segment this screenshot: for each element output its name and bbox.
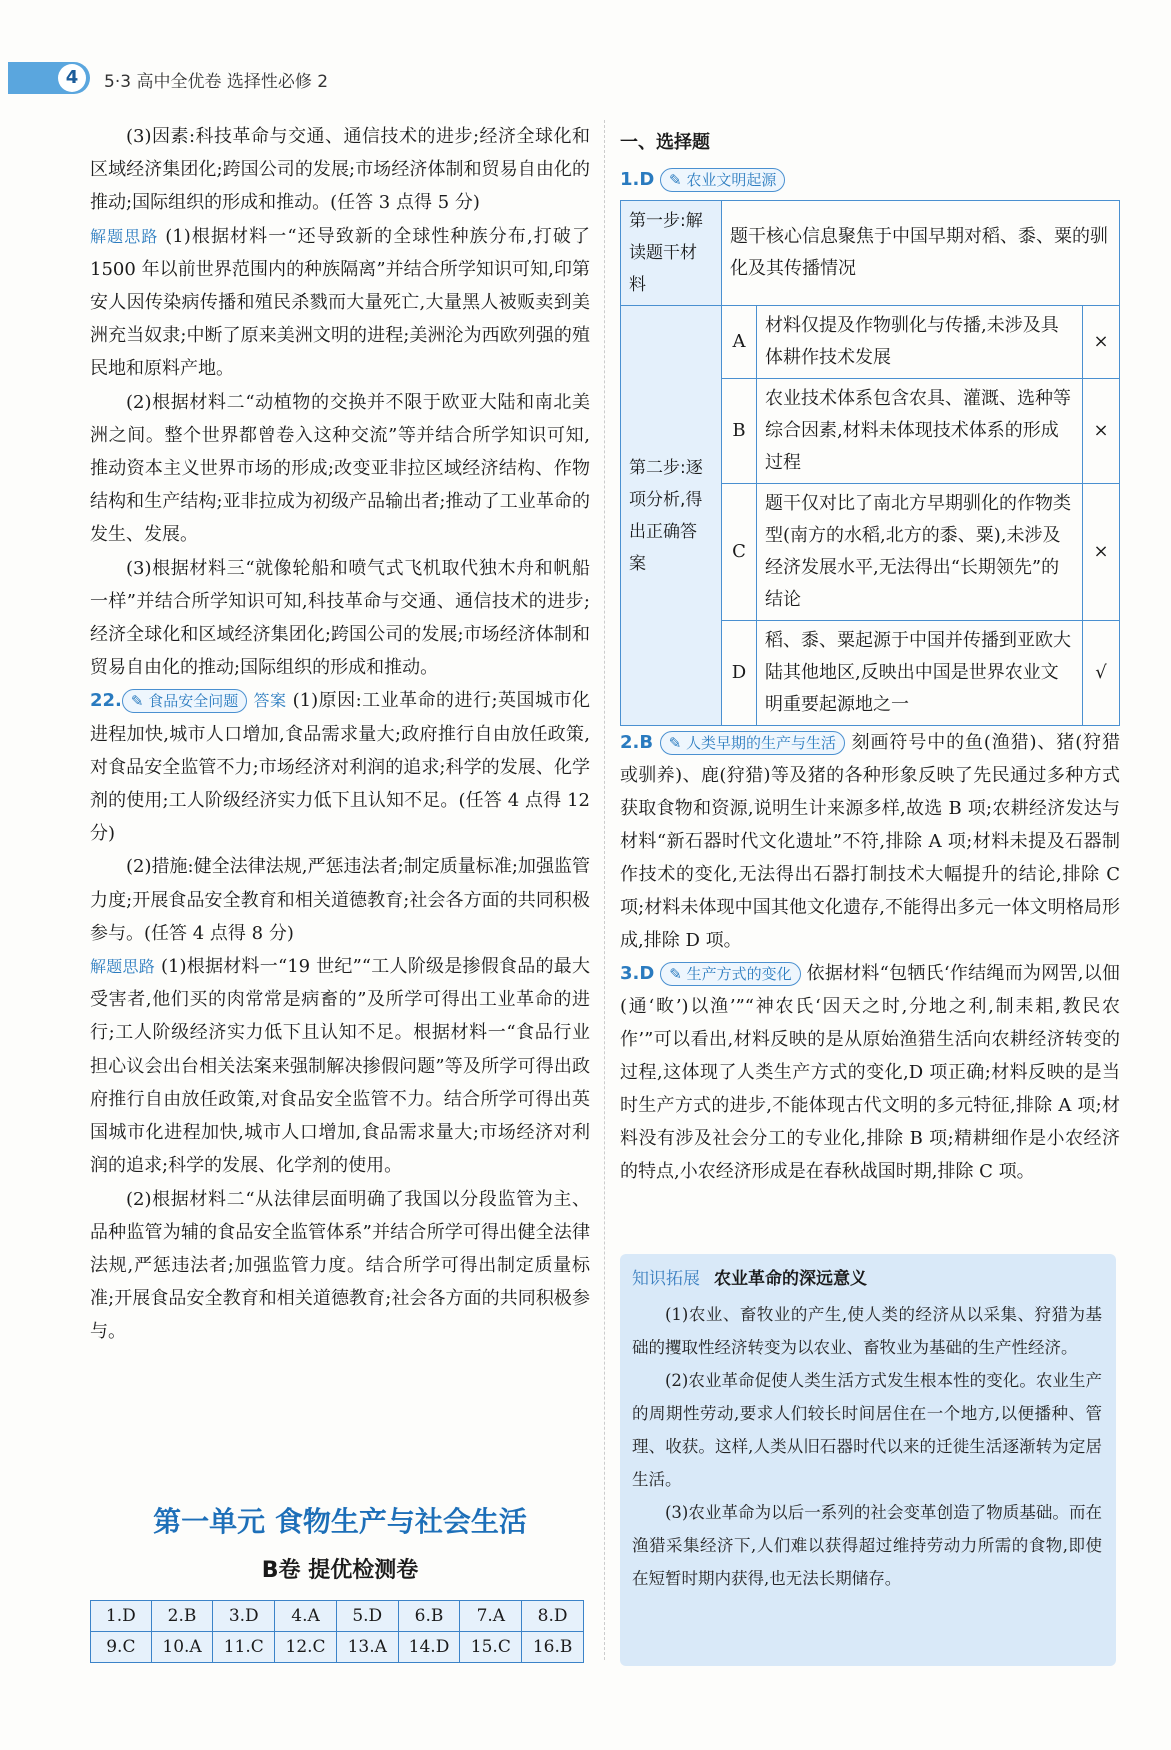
paragraph: (2)根据材料二“动植物的交换并不限于欧亚大陆和南北美洲之间。整个世界都曾卷入这种交流”等并结合所学知识可知,推动资本主义世界市场的形成;改变亚非拉区域经济结构、作物结构和生产结构;亚非拉成为初级产品输出者;推动了工业革命的发生、发展。 — [90, 391, 590, 546]
extension-title: 农业革命的深远意义 — [714, 1269, 867, 1289]
solution-tag: 解题思路 — [90, 226, 159, 246]
option-text: 农业技术体系包含农具、灌溉、选种等综合因素,材料未体现技术体系的形成过程 — [757, 379, 1083, 484]
answer-cell: 14.D — [398, 1632, 460, 1663]
topic-label: ✎ 农业文明起源 — [660, 168, 785, 192]
answer-cell: 10.A — [151, 1632, 213, 1663]
paragraph — [90, 950, 590, 1182]
answer-key-table — [90, 1600, 584, 1663]
question-2 — [620, 726, 1120, 957]
answer-cell: 4.A — [275, 1601, 337, 1632]
left-column — [90, 120, 590, 1349]
table-row — [91, 1632, 584, 1663]
option-text: 稻、黍、粟起源于中国并传播到亚欧大陆其他地区,反映出中国是世界农业文明重要起源地之一 — [757, 621, 1083, 726]
option-text: 题干仅对比了南北方早期驯化的作物类型(南方的水稻,北方的黍、粟),未涉及经济发展水平,无法得出“长期领先”的结论 — [757, 484, 1083, 621]
extension-body — [632, 1298, 1102, 1595]
right-column — [620, 126, 1120, 1188]
option-letter: C — [722, 484, 757, 621]
option-letter: D — [722, 621, 757, 726]
paragraph: (3)农业革命为以后一系列的社会变革创造了物质基础。而在渔猎采集经济下,人们难以获得超过维持劳动力所需的食物,即使在短暂时期内获得,也无法长期储存。 — [632, 1503, 1102, 1588]
paragraph-text: 依据材料“包牺氏‘作结绳而为网罟,以佃(通‘畋’)以渔’”“神农氏‘因天之时,分地之利,制耒耜,教民农作’”可以看出,材料反映的是从原始渔猎生活向农耕经济转变的过程,这体现了人类生产方式的变化,D 项正确;材料反映的是当时生产方式的进步,不能体现古代文明的多元特征,排除 A 项;材料没有涉及社会分工的专业化,排除 B 项;精耕细作是小农经济的特点,小农经济形成是在春秋战国时期,排除 C 项。 — [620, 963, 1120, 1182]
extension-heading — [632, 1264, 867, 1289]
answer-tag: 答案 — [253, 691, 287, 711]
paragraph — [90, 220, 590, 386]
unit-title: 第一单元 食物生产与社会生活 — [153, 1505, 527, 1538]
answer-cell: 13.A — [336, 1632, 398, 1663]
option-mark: × — [1083, 306, 1120, 379]
paragraph: (2)根据材料二“从法律层面明确了我国以分段监管为主、品种监管为辅的食品安全监管体系”并结合所学可得出健全法律法规,严惩违法者;加强监管力度。结合所学可得出制定质量标准;开展食品安全教育和相关道德教育;社会各方面的共同积极参与。 — [90, 1188, 590, 1343]
answer-cell: 9.C — [91, 1632, 152, 1663]
answer-cell: 15.C — [460, 1632, 522, 1663]
question-number: 2.B — [620, 732, 654, 753]
question-number: 22. — [90, 690, 122, 712]
answer-cell: 7.A — [460, 1601, 522, 1632]
answer-cell: 8.D — [522, 1601, 584, 1632]
answer-cell: 1.D — [91, 1601, 152, 1632]
book-title: 5·3 高中全优卷 选择性必修 2 — [104, 72, 329, 92]
volume-title: B卷 提优检测卷 — [261, 1558, 419, 1583]
option-mark: × — [1083, 379, 1120, 484]
step-label: 第一步:解读题干材料 — [621, 201, 722, 306]
paragraph-text: 刻画符号中的鱼(渔猎)、猪(狩猎或驯养)、鹿(狩猎)等及猪的各种形象反映了先民通过多种方式获取食物和资源,说明生计来源多样,故选 B 项;农耕经济发达与材料“新石器时代文化遗址”不符,排除 A 项;材料未提及石器制作技术的变化,无法得出石器打制技术大幅提升的结论,排除 C 项;材料未体现中国其他文化遗存,不能得出多元一体文明格局形成,排除 D 项。 — [620, 732, 1120, 951]
option-letter: A — [722, 306, 757, 379]
step-label: 第二步:逐项分析,得出正确答案 — [621, 306, 722, 726]
section-title: 一、选择题 — [620, 132, 710, 153]
page-number: 4 — [58, 64, 86, 92]
option-text: 材料仅提及作物驯化与传播,未涉及具体耕作技术发展 — [757, 306, 1083, 379]
answer-cell: 6.B — [398, 1601, 460, 1632]
paragraph: (2)措施:健全法律法规,严惩违法者;制定质量标准;加强监管力度;开展食品安全教育和相关道德教育;社会各方面的共同积极参与。(任答 4 点得 8 分) — [90, 856, 590, 944]
paragraph-text: (1)根据材料一“还导致新的全球性种族分布,打破了 1500 年以前世界范围内的种族隔离”并结合所学知识可知,印第安人因传染病传播和殖民杀戮而大量死亡,大量黑人被贩卖到美洲充当奴隶;中断了原来美洲文明的进程;美洲沦为西欧列强的殖民地和原料产地。 — [90, 225, 590, 380]
answer-cell: 16.B — [522, 1632, 584, 1663]
analysis-table — [620, 200, 1120, 726]
paragraph: (3)根据材料三“就像轮船和喷气式飞机取代独木舟和帆船一样”并结合所学知识可知,科技革命与交通、通信技术的进步;经济全球化和区域经济集团化;跨国公司的发展;市场经济体制和贸易自由化的推动;国际组织的形成和推动。 — [90, 557, 590, 679]
answer-cell: 3.D — [213, 1601, 275, 1632]
paragraph-text: (1)原因:工业革命的进行;英国城市化进程加快,城市人口增加,食品需求量大;政府推行自由放任政策,对食品安全监管不力;市场经济对利润的追求;科学的发展、化学剂的使用;工人阶级经济实力低下且认知不足。(任答 4 点得 12 分) — [90, 690, 590, 845]
paragraph: (2)农业革命促使人类生活方式发生根本性的变化。农业生产的周期性劳动,要求人们较长时间居住在一个地方,以便播种、管理、收获。这样,人类从旧石器时代以来的迁徙生活逐渐转为定居生活。 — [632, 1371, 1102, 1489]
solution-tag: 解题思路 — [90, 957, 156, 977]
paragraph: (1)农业、畜牧业的产生,使人类的经济从以采集、狩猎为基础的攫取性经济转变为以农业、畜牧业为基础的生产性经济。 — [632, 1305, 1102, 1357]
option-mark: × — [1083, 484, 1120, 621]
topic-label: ✎ 食品安全问题 — [122, 689, 247, 713]
page-header — [0, 58, 1171, 98]
option-mark: √ — [1083, 621, 1120, 726]
topic-label: ✎ 生产方式的变化 — [660, 962, 800, 986]
question-3 — [620, 957, 1120, 1188]
answer-cell: 11.C — [213, 1632, 275, 1663]
knowledge-extension-box — [620, 1254, 1116, 1666]
question-number: 3.D — [620, 963, 655, 984]
answer-cell: 5.D — [336, 1601, 398, 1632]
answer-cell: 12.C — [275, 1632, 337, 1663]
option-letter: B — [722, 379, 757, 484]
step-text: 题干核心信息聚焦于中国早期对稻、黍、粟的驯化及其传播情况 — [722, 201, 1120, 306]
question-1-heading — [620, 163, 1120, 196]
column-divider — [604, 120, 605, 1660]
extension-label: 知识拓展 — [632, 1269, 700, 1289]
question-22 — [90, 684, 590, 850]
paragraph-text: (1)根据材料一“19 世纪”“工人阶级是掺假食品的最大受害者,他们买的肉常常是病畜的”及所学可得出工业革命的进行;工人阶级经济实力低下且认知不足。根据材料一“食品行业担心议会出台相关法案来强制解决掺假问题”等及所学可得出政府推行自由放任政策,对食品安全监管不力。结合所学可得出英国城市化进程加快,城市人口增加,食品需求量大;市场经济对利润的追求;科学的发展、化学剂的使用。 — [90, 956, 590, 1177]
table-row — [621, 306, 1120, 379]
table-row — [91, 1601, 584, 1632]
topic-label: ✎ 人类早期的生产与生活 — [660, 731, 845, 755]
question-number: 1.D — [620, 169, 655, 190]
table-row — [621, 201, 1120, 306]
paragraph: (3)因素:科技革命与交通、通信技术的进步;经济全球化和区域经济集团化;跨国公司的发展;市场经济体制和贸易自由化的推动;国际组织的形成和推动。(任答 3 点得 5 分) — [90, 126, 590, 214]
answer-cell: 2.B — [151, 1601, 213, 1632]
